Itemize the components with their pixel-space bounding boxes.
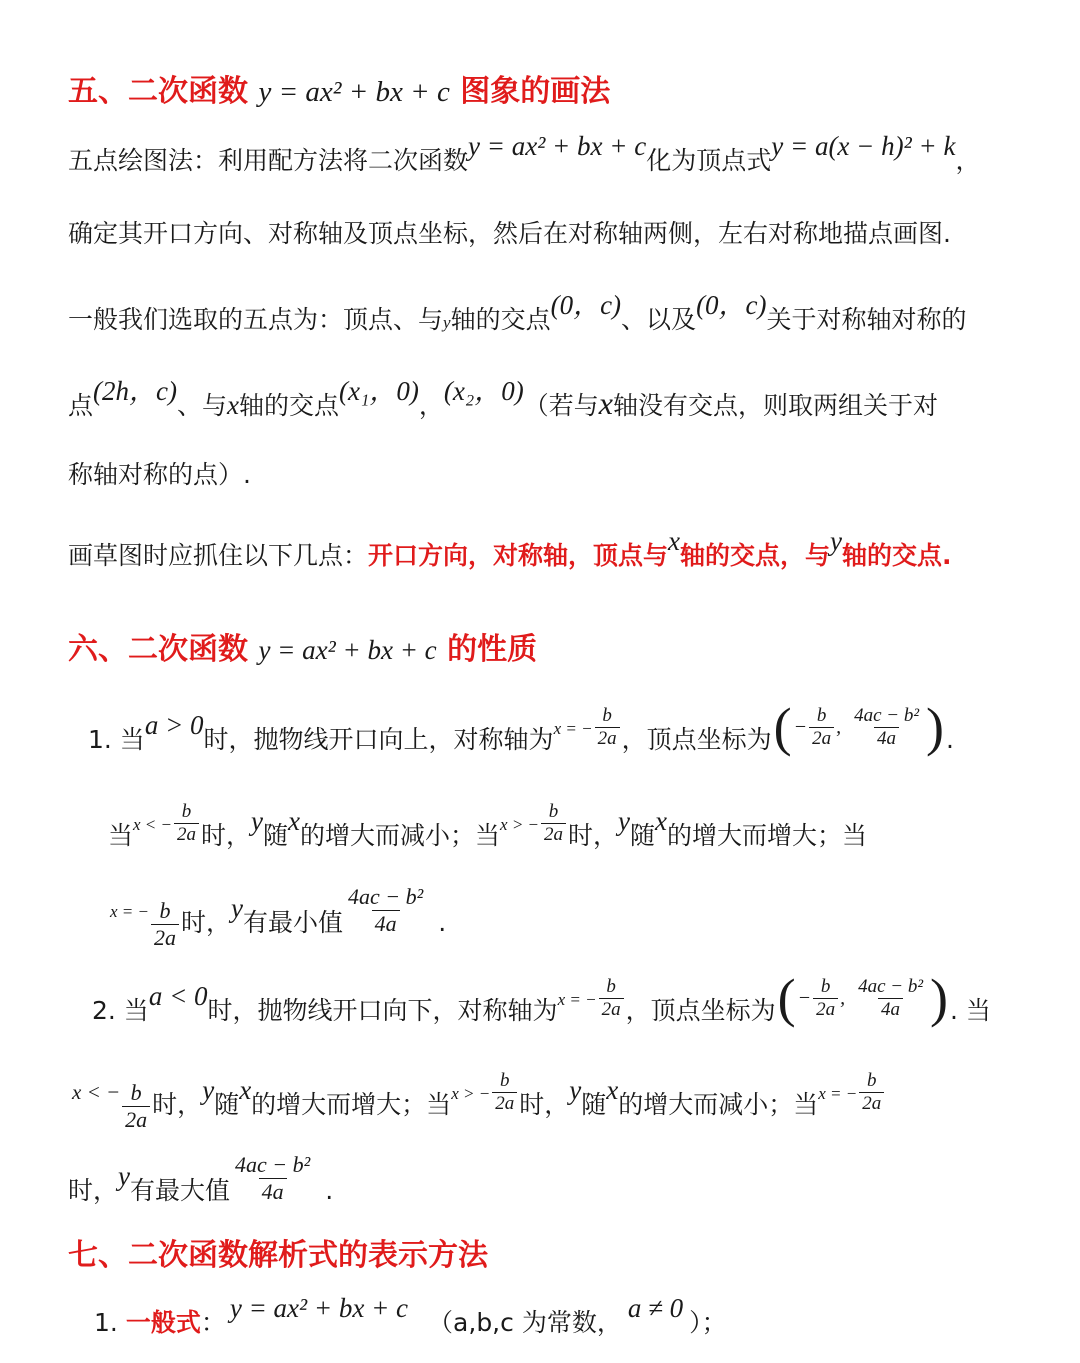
formula: y = ax² + bx + c — [468, 131, 647, 161]
property-item-2: 2. 当a < 0时，抛物线开口向下，对称轴为$^{x = -}$ $\frac{b}{2a}$ ，顶点坐标为 ( − $\frac{b}{2a}$ , $\frac{\text{4ac − b²}}{4a}$ ) . 当 — [92, 975, 991, 1049]
title-formula: y = ax² + bx + c — [258, 76, 450, 108]
general-form-formula: y = ax² + bx + c — [229, 1293, 409, 1323]
paragraph: 确定其开口方向、对称轴及顶点坐标，然后在对称轴两侧，左右对称地描点画图. — [68, 219, 951, 248]
point: (0，c) — [550, 290, 622, 320]
point: (x₂，0) — [443, 376, 524, 406]
property-line: 时，y有最大值 $\frac{\text{4ac − b²}}{4a}$ . — [68, 1152, 334, 1205]
paragraph: 点(2h，c)、与x轴的交点(x₁，0)，(x₂，0)（若与x轴没有交点，则取两组关于对 — [68, 376, 938, 421]
paragraph: 称轴对称的点）. — [68, 460, 251, 489]
general-form-item: 1. 一般式： y = ax² + bx + c （a,b,c 为常数， a ≠ 0 ）； — [94, 1293, 727, 1337]
vertex-coordinates: ( − $\frac{b}{2a}$ , $\frac{\text{4ac − b²}}{4a}$ ) — [777, 968, 948, 1028]
property-item-1: 1. 当a > 0时，抛物线开口向上，对称轴为$^{x = -}$ $\frac{b}{2a}$ ，顶点坐标为 ( − $\frac{b}{2a}$ , $\frac{\text{4ac − b²}}{4a}$ ) . — [88, 704, 954, 778]
point: (2h，c) — [93, 376, 177, 406]
property-line: 当$^{x < -}$ $\frac{b}{2a}$ 时，y随x的增大而减小；当$^{x > -}$ $\frac{b}{2a}$ 时，y随x的增大而增大；当 — [108, 800, 868, 850]
section-7-title: 七、二次函数解析式的表示方法 — [68, 1238, 488, 1273]
paragraph: 画草图时应抓住以下几点：开口方向，对称轴，顶点与x轴的交点，与y轴的交点. — [68, 526, 952, 570]
fraction: $\frac{b}{2a}$ — [595, 705, 620, 750]
paragraph: 一般我们选取的五点为：顶点、与y轴的交点(0，c)、以及(0，c)关于对称轴对称的 — [68, 290, 967, 334]
point: (0，c) — [696, 290, 767, 320]
section-6-title: 六、二次函数 y = ax² + bx + c 的性质 — [68, 632, 538, 667]
property-line: $^{x < -}$ $\frac{b}{2a}$ 时，y随x的增大而增大；当$^{x > -}$ $\frac{b}{2a}$ 时，y随x的增大而减小；当$^{x = -}$ $\frac{b}{2a}$ — [72, 1064, 886, 1148]
paragraph: 五点绘图法：利用配方法将二次函数y = ax² + bx + c化为顶点式y = a(x − h)² + k， — [68, 131, 981, 175]
title-formula: y = ax² + bx + c — [258, 635, 437, 665]
point: (x₁，0) — [339, 376, 419, 406]
maximum-value: $\frac{\text{4ac − b²}}{4a}$ — [235, 1152, 311, 1204]
vertex-form-formula: y = a(x − h)² + k — [771, 131, 956, 161]
section-5-title: 五、二次函数 y = ax² + bx + c 图象的画法 — [68, 74, 611, 109]
property-line: $^{x = -}$ $\frac{b}{2a}$ 时，y有最小值 $\frac{\text{4ac − b²}}{4a}$ . — [110, 884, 447, 950]
vertex-coordinates: ( − $\frac{b}{2a}$ , $\frac{\text{4ac − b²}}{4a}$ ) — [773, 697, 944, 757]
minimum-value: $\frac{\text{4ac − b²}}{4a}$ — [348, 884, 424, 936]
